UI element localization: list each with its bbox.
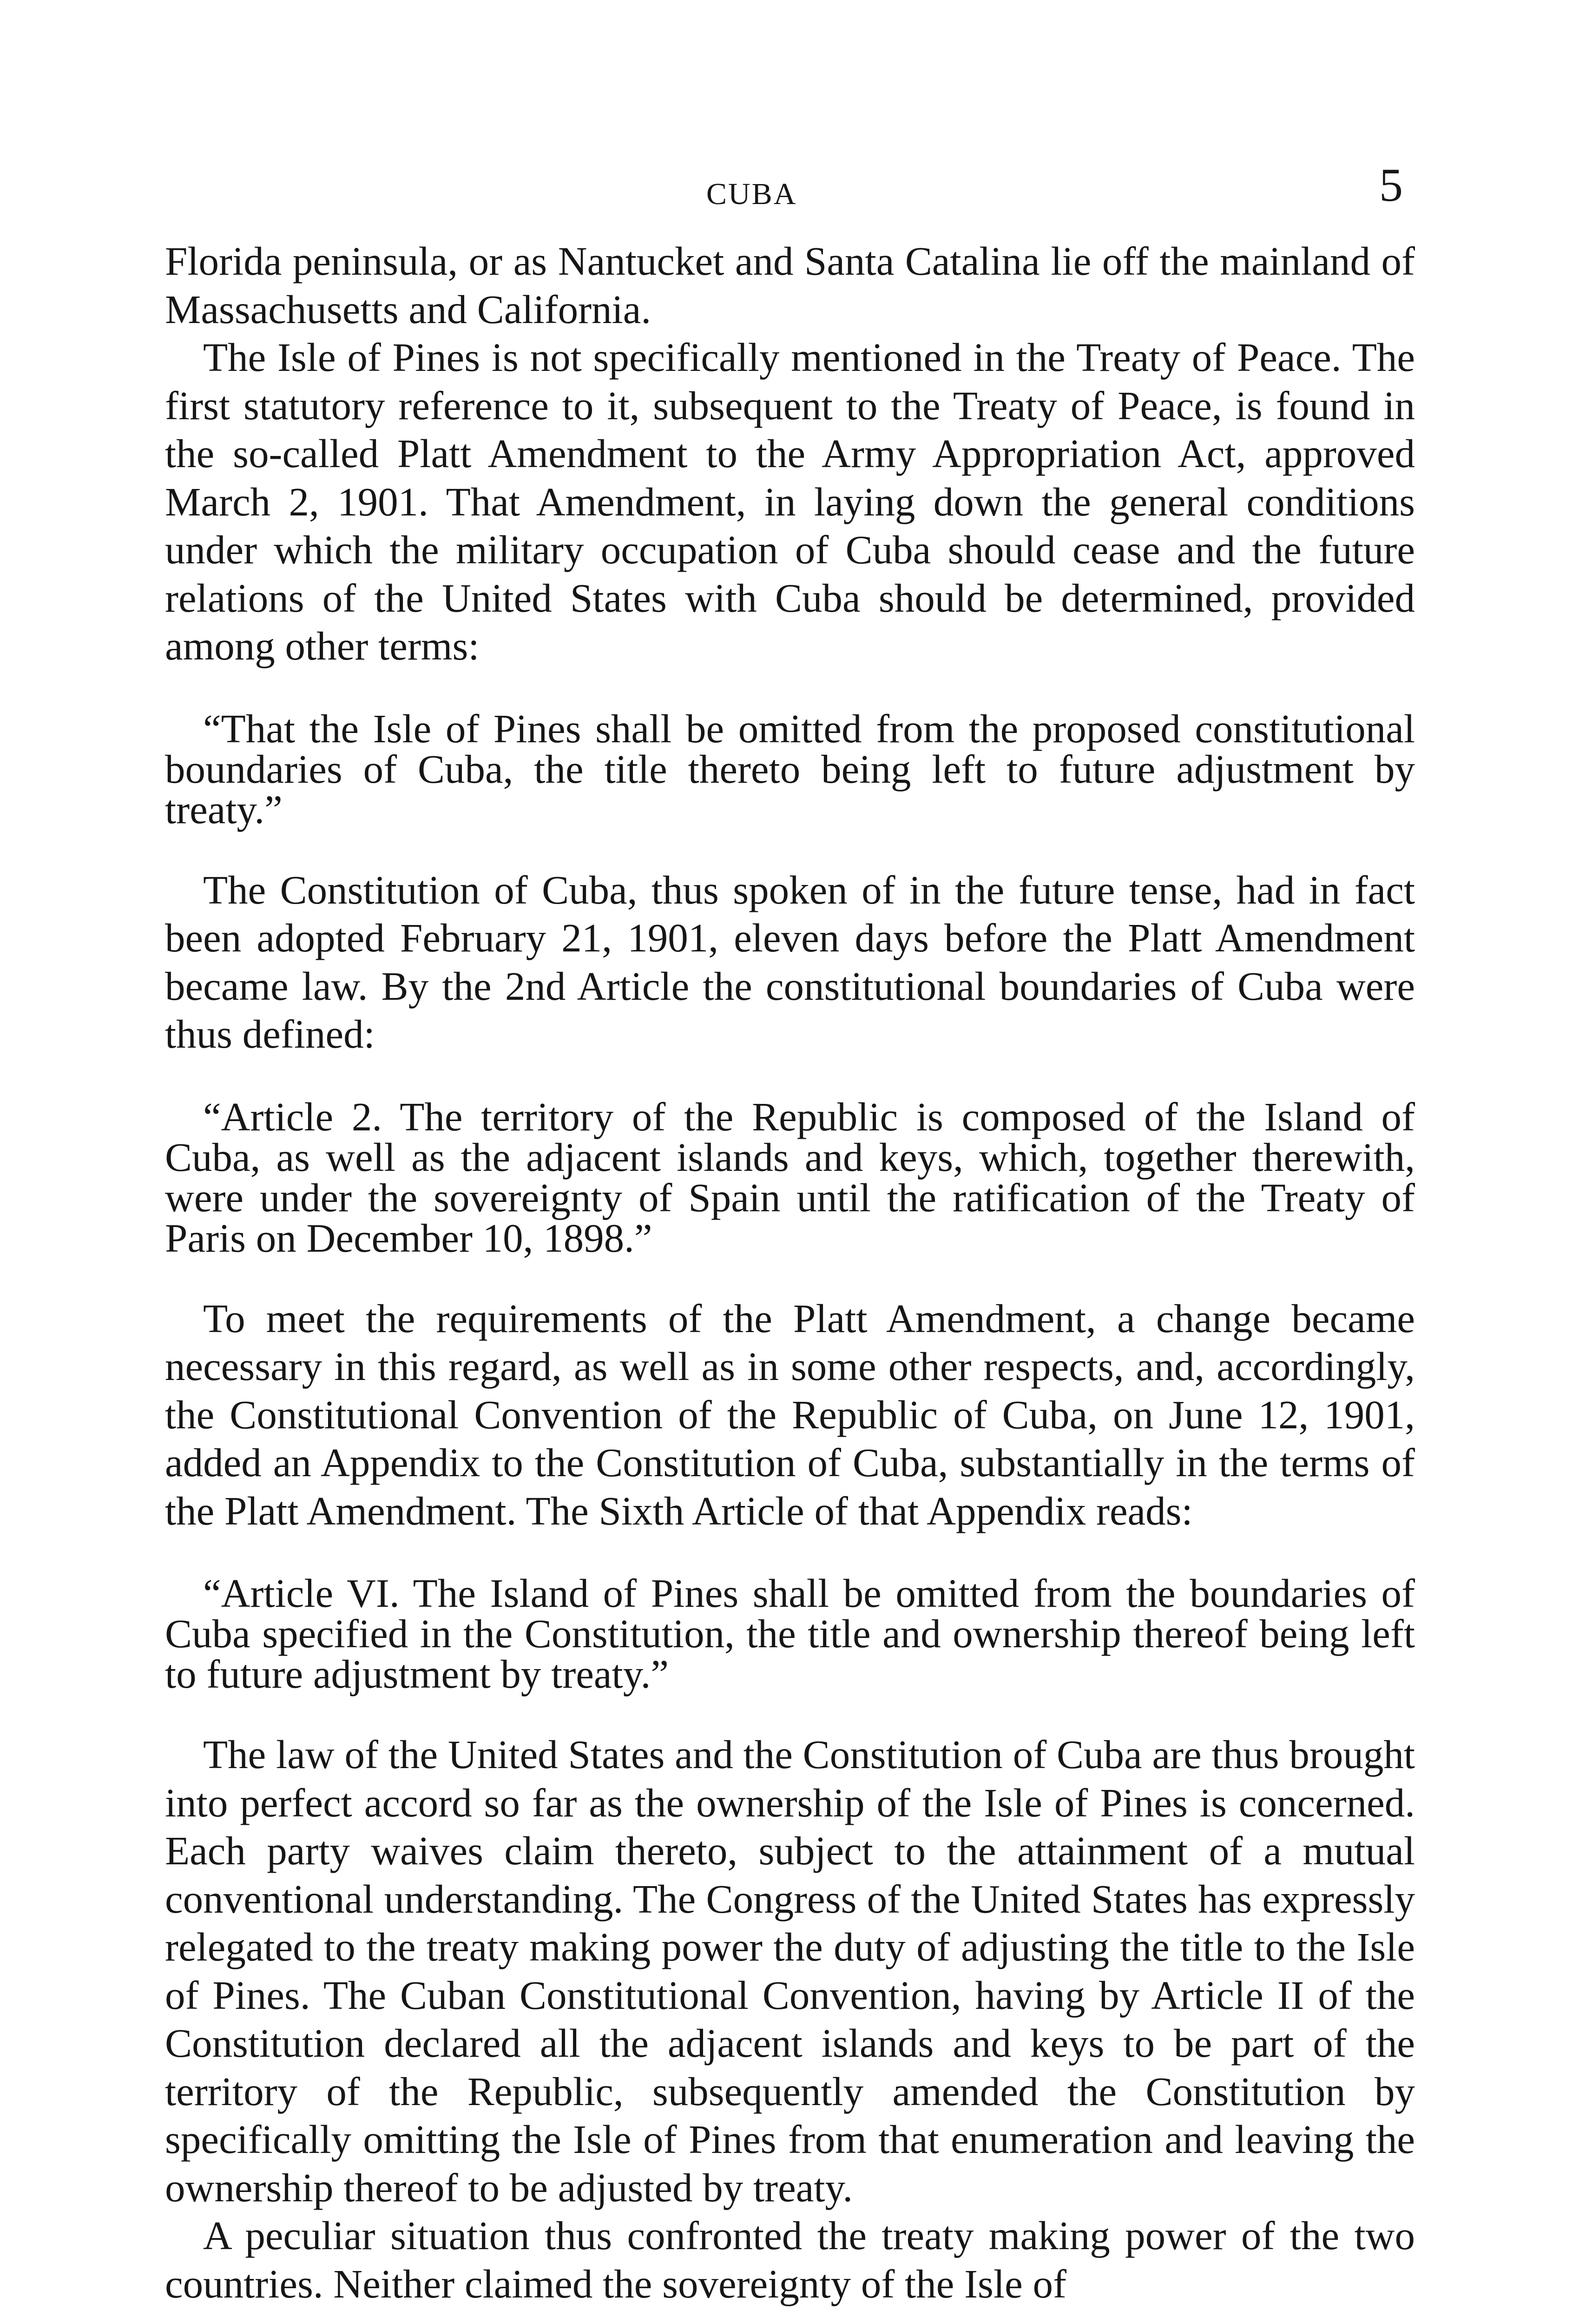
paragraph: Florida peninsula, or as Nantucket and Santa Catalina lie off the mainland of Massachusetts and California. — [165, 238, 1415, 332]
running-head — [0, 158, 1579, 209]
page-number: 5 — [1379, 159, 1403, 211]
body-text — [165, 237, 1415, 2308]
block-quote: “Article 2. The territory of the Republic is composed of the Island of Cuba, as well as the adjacent islands and keys, which, together therewith, were under the sovereignty of Spain until the ratification of the Treaty of Paris on December 10, 1898.” — [165, 1094, 1415, 1261]
paragraph: The law of the United States and the Constitution of Cuba are thus brought into perfect accord so far as the ownership of the Isle of Pines is concerned. Each party waives claim thereto, subject to the attainment of a mutual conventional understanding. The Congress of the United States has expressly relegated to the treaty making power the duty of adjusting the title to the Isle of Pines. The Cuban Constitutional Convention, having by Article II of the Constitution declared all the adjacent islands and keys to be part of the territory of the Republic, subsequently amended the Constitution by specifically omitting the Isle of Pines from that enumeration and leaving the ownership thereof to be adjusted by treaty. — [165, 1732, 1415, 2210]
block-quote: “Article VI. The Island of Pines shall be omitted from the boundaries of Cuba specified in the Constitution, the title and ownership thereof being left to future adjustment by treaty.” — [165, 1571, 1415, 1697]
section-title: CUBA — [706, 177, 797, 211]
paragraph: The Constitution of Cuba, thus spoken of in the future tense, had in fact been adopted February 21, 1901, eleven days before the Platt Amendment became law. By the 2nd Article the constitutional boundaries of Cuba were thus defined: — [165, 867, 1415, 1056]
paragraph: A peculiar situation thus confronted the treaty making power of the two countries. Neither claimed the sovereignty of the Isle of — [165, 2213, 1415, 2306]
paragraph: The Isle of Pines is not specifically mentioned in the Treaty of Peace. The first statutory reference to it, subsequent to the Treaty of Peace, is found in the so-called Platt Amendment to the Army Appropriation Act, approved March 2, 1901. That Amendment, in laying down the general conditions under which the military occupation of Cuba should cease and the future relations of the United States with Cuba should be determined, provided among other terms: — [165, 335, 1415, 668]
paragraph: To meet the requirements of the Platt Amendment, a change became necessary in this regard, as well as in some other respects, and, accordingly, the Constitutional Convention of the Republic of Cuba, on June 12, 1901, added an Appendix to the Constitution of Cuba, substantially in the terms of the Platt Amendment. The Sixth Article of that Appendix reads: — [165, 1295, 1415, 1533]
block-quote: “That the Isle of Pines shall be omitted from the proposed constitutional boundaries of Cuba, the title thereto being left to future adjustment by treaty.” — [165, 706, 1415, 832]
